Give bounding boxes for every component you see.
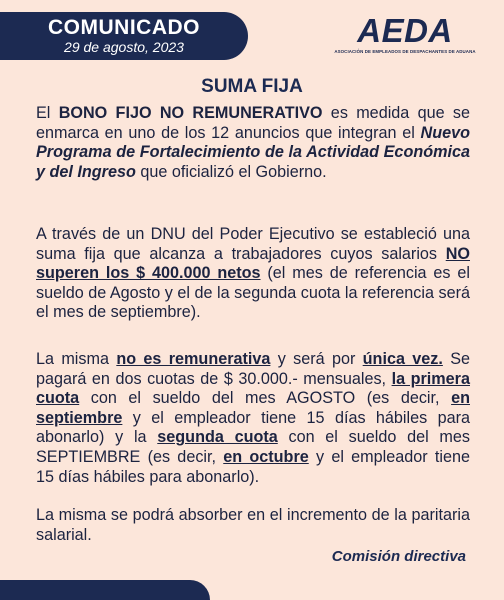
p3-text: con el sueldo del mes SEPTIEMBRE (es decir, <box>36 428 470 466</box>
p3-text: La misma <box>36 350 117 368</box>
p3-emphasis: segunda cuota <box>157 428 278 447</box>
p3-text: Se pagará en dos cuotas de $ 30.000.- mensuales, <box>36 350 470 388</box>
banner-title: COMUNICADO <box>48 16 200 39</box>
footer-band <box>0 580 210 600</box>
logo-name: AEDA <box>357 12 453 49</box>
p1-bold: BONO FIJO NO REMUNERATIVO <box>58 104 323 122</box>
p2-text: (el mes de referencia es el sueldo de Agosto y el de la segunda cuota la referencia será el mes de septiembre). <box>36 264 470 322</box>
paragraph-3 <box>36 350 470 487</box>
p3-emphasis: en octubre <box>223 447 309 466</box>
banner-date: 29 de agosto, 2023 <box>64 39 184 55</box>
p3-text: y será por <box>270 350 363 368</box>
p3-emphasis: única vez. <box>362 350 443 368</box>
p3-emphasis: en septiembre <box>36 389 470 427</box>
logo-subtitle: ASOCIACIÓN DE EMPLEADOS DE DESPACHANTES DE ADUANA <box>334 49 476 54</box>
p3-emphasis: no es remunerativa <box>116 350 271 368</box>
p1-text: es medida que se enmarca en uno de los 12 anuncios que integran el <box>36 104 470 142</box>
p2-text: A través de un DNU del Poder Ejecutivo se estableció una suma fija que alcanza a trabajadores cuyos salarios <box>36 225 470 263</box>
signature: Comisión directiva <box>331 548 466 565</box>
p3-text: y el empleador tiene 15 días hábiles para abonarlo) y la <box>36 408 470 447</box>
p3-emphasis: la primera cuota <box>36 369 470 408</box>
aeda-logo <box>330 14 480 58</box>
p1-text: El <box>36 104 59 122</box>
header-banner <box>0 12 248 60</box>
paragraph-4: La misma se podrá absorber en el incremento de la paritaria salarial. <box>36 506 470 544</box>
p1-program-name: Nuevo Programa de Fortalecimiento de la Actividad Económica y del Ingreso <box>36 123 470 181</box>
paragraph-1 <box>36 104 470 182</box>
p3-text: con el sueldo del mes AGOSTO (es decir, <box>79 389 452 408</box>
p1-text: que oficializó el Gobierno. <box>135 162 327 181</box>
paragraph-2 <box>36 225 470 323</box>
document-title: SUMA FIJA <box>201 76 303 97</box>
p3-text: y el empleador tiene 15 días hábiles para abonarlo). <box>36 447 470 486</box>
p2-threshold: NO superen los $ 400.000 netos <box>36 244 470 283</box>
